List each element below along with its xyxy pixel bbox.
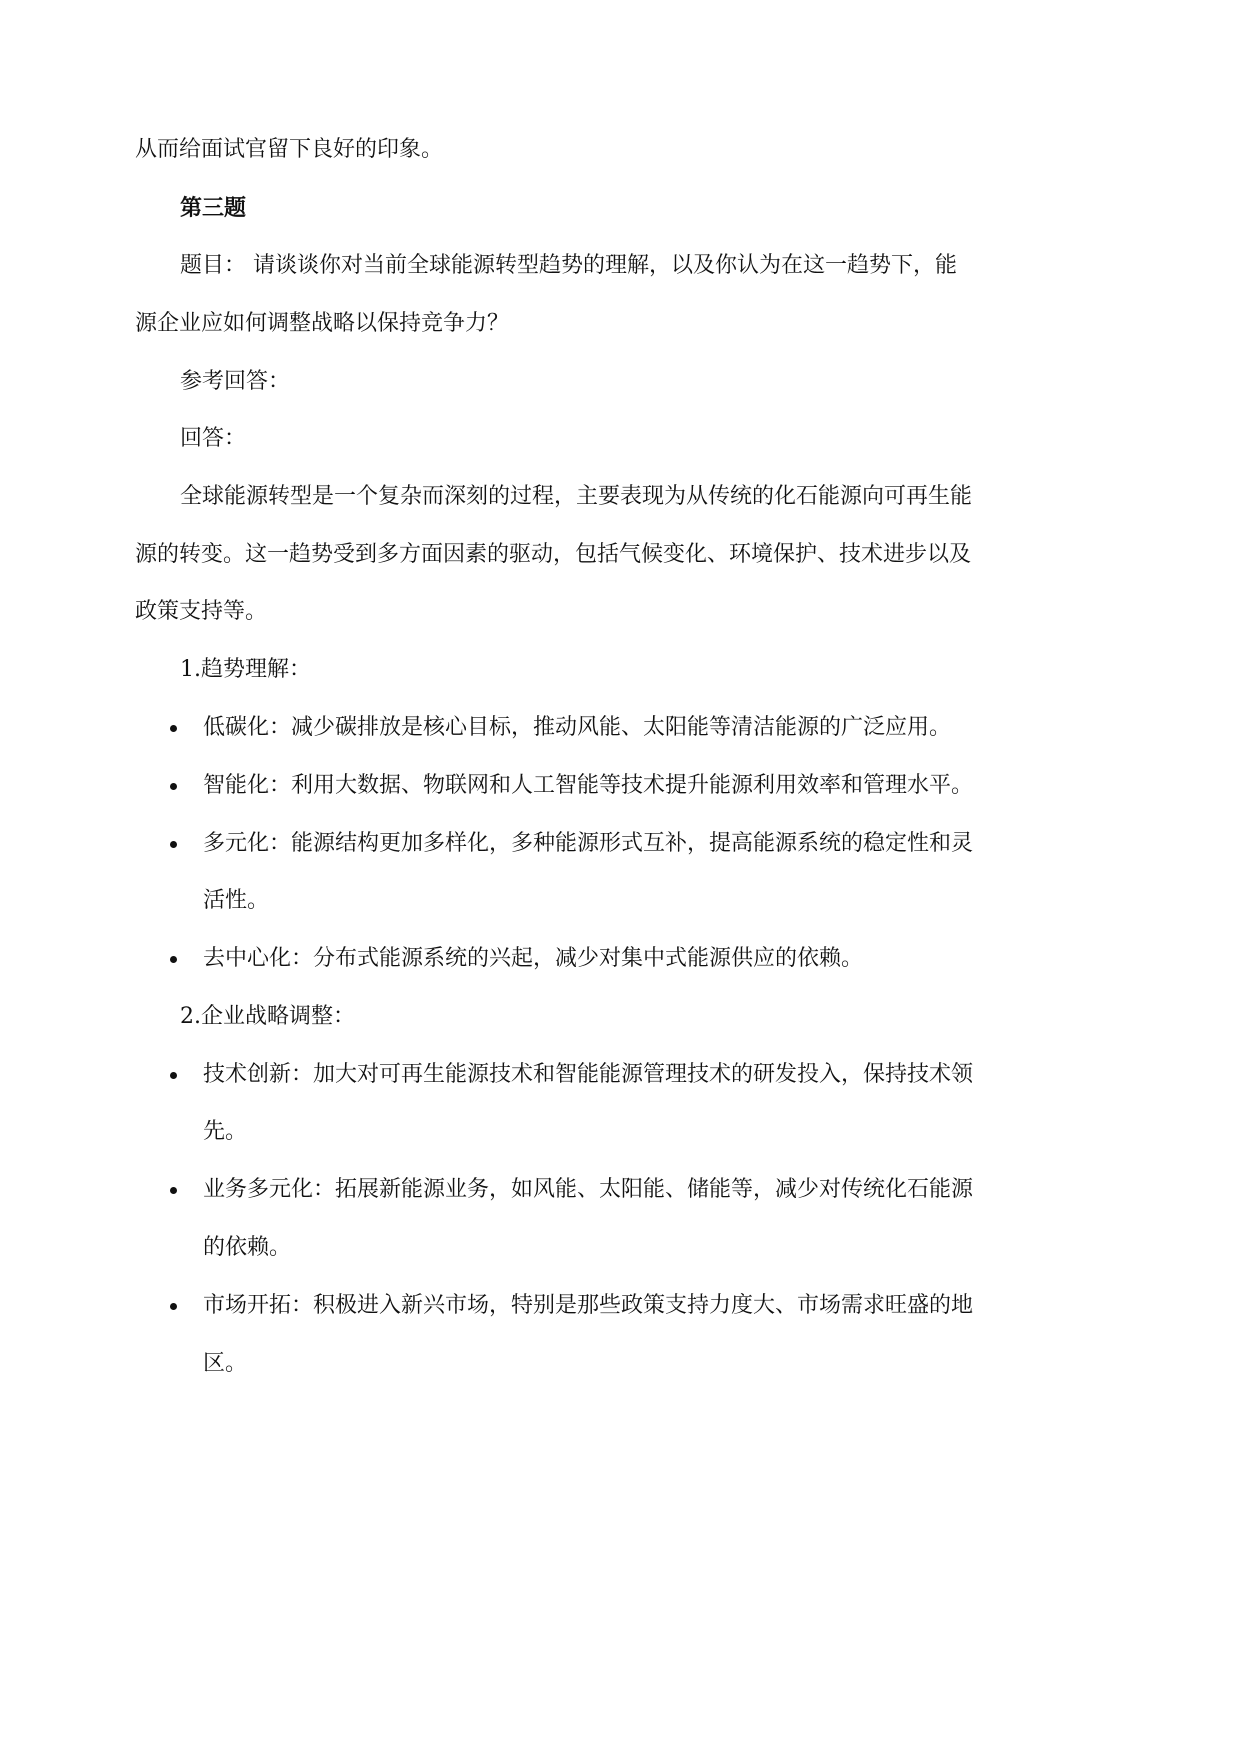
intro-line-3: 政策支持等。 <box>135 599 268 624</box>
section1-bullet-3-line-2: 活性。 <box>203 888 270 913</box>
bullet-dot-icon <box>170 841 177 848</box>
intro-line-2: 源的转变。这一趋势受到多方面因素的驱动，包括气候变化、环境保护、技术进步以及 <box>135 542 972 567</box>
bullet-dot-icon <box>170 725 177 732</box>
section1-bullet-2: 智能化：利用大数据、物联网和人工智能等技术提升能源利用效率和管理水平。 <box>203 773 974 798</box>
section2-heading: 2.企业战略调整： <box>180 1004 355 1029</box>
bullet-dot-icon <box>170 1072 177 1079</box>
continuation-text: 从而给面试官留下良好的印象。 <box>135 137 444 162</box>
question-line-2: 源企业应如何调整战略以保持竞争力？ <box>135 311 510 336</box>
answer-label: 回答： <box>180 426 247 451</box>
bullet-dot-icon <box>170 1187 177 1194</box>
question-line-1: 题目： 请谈谈你对当前全球能源转型趋势的理解，以及你认为在这一趋势下，能 <box>180 253 957 278</box>
section2-bullet-2-line-2: 的依赖。 <box>203 1235 292 1260</box>
reference-label: 参考回答： <box>180 369 291 394</box>
section2-bullet-3-line-1: 市场开拓：积极进入新兴市场，特别是那些政策支持力度大、市场需求旺盛的地 <box>203 1293 974 1318</box>
section1-bullet-1: 低碳化：减少碳排放是核心目标，推动风能、太阳能等清洁能源的广泛应用。 <box>203 715 952 740</box>
bullet-dot-icon <box>170 956 177 963</box>
intro-line-1: 全球能源转型是一个复杂而深刻的过程，主要表现为从传统的化石能源向可再生能 <box>180 484 973 509</box>
section2-bullet-1-line-2: 先。 <box>203 1119 248 1144</box>
section1-bullet-3-line-1: 多元化：能源结构更加多样化，多种能源形式互补，提高能源系统的稳定性和灵 <box>203 831 974 856</box>
section2-bullet-3-line-2: 区。 <box>203 1351 248 1376</box>
section1-heading: 1.趋势理解： <box>180 657 311 682</box>
bullet-dot-icon <box>170 783 177 790</box>
bullet-dot-icon <box>170 1303 177 1310</box>
section2-bullet-1-line-1: 技术创新：加大对可再生能源技术和智能能源管理技术的研发投入，保持技术领 <box>203 1062 974 1087</box>
section-heading: 第三题 <box>180 195 247 221</box>
section2-bullet-2-line-1: 业务多元化：拓展新能源业务，如风能、太阳能、储能等，减少对传统化石能源 <box>203 1177 974 1202</box>
section1-bullet-4: 去中心化：分布式能源系统的兴起，减少对集中式能源供应的依赖。 <box>203 946 864 971</box>
